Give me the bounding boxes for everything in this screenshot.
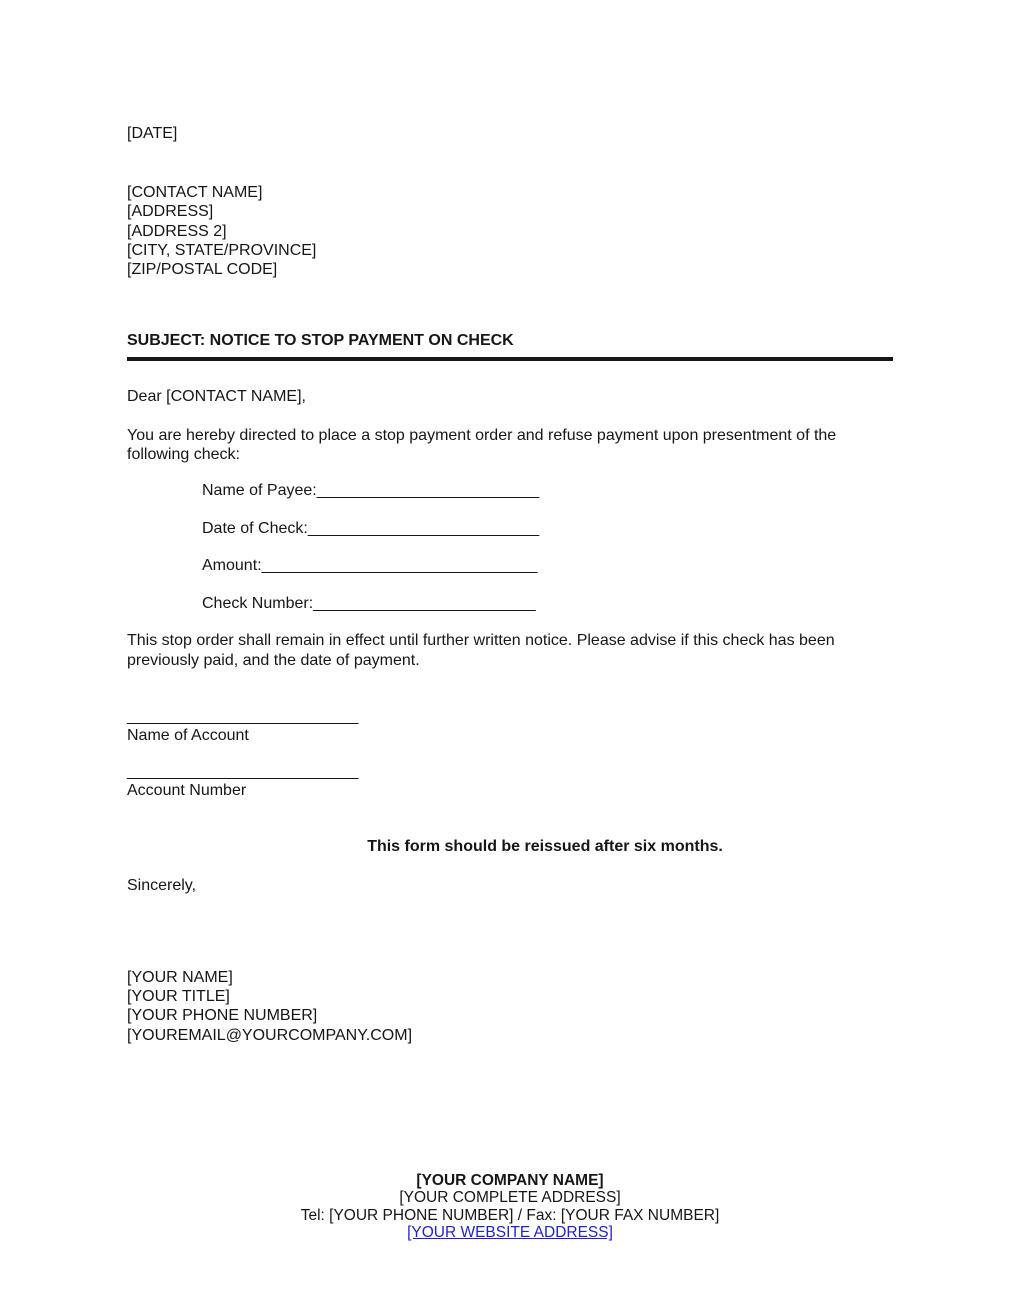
sender-block [127, 968, 893, 1045]
field-check-number-label: Check Number: [202, 595, 314, 613]
footer-website-link[interactable]: [YOUR WEBSITE ADDRESS] [407, 1224, 613, 1242]
field-name-of-payee [127, 481, 893, 500]
field-amount-blank: _______________________________ [261, 557, 538, 575]
field-check-number [127, 594, 893, 613]
signature-field-name-of-account [127, 707, 893, 745]
sender-title: [YOUR TITLE] [127, 988, 230, 1006]
footer-company-address: [YOUR COMPLETE ADDRESS] [399, 1189, 621, 1207]
subject-line: SUBJECT: NOTICE TO STOP PAYMENT ON CHECK [127, 331, 893, 361]
reissue-note: This form should be reissued after six months. [367, 837, 723, 855]
field-date-of-check [127, 519, 893, 538]
recipient-contact-name: [CONTACT NAME] [127, 184, 263, 202]
account-number-label: Account Number [127, 782, 247, 800]
field-date-of-check-blank: __________________________ [307, 519, 540, 537]
effect-paragraph: This stop order shall remain in effect until further written notice. Please advise if this check has been previously paid, and the date of payment. [127, 632, 835, 669]
field-amount [127, 556, 893, 575]
footer-tel-fax: Tel: [YOUR PHONE NUMBER] / Fax: [YOUR FAX NUMBER] [300, 1206, 720, 1224]
recipient-zip: [ZIP/POSTAL CODE] [127, 261, 278, 279]
sender-email: [YOUREMAIL@YOURCOMPANY.COM] [127, 1026, 413, 1044]
footer-company-name: [YOUR COMPANY NAME] [416, 1172, 604, 1189]
field-date-of-check-label: Date of Check: [202, 519, 308, 537]
company-footer [0, 1172, 1020, 1242]
greeting: Dear [CONTACT NAME], [127, 388, 306, 406]
signature-field-account-number [127, 762, 893, 800]
recipient-address-2: [ADDRESS 2] [127, 222, 227, 240]
recipient-address [127, 183, 893, 279]
field-amount-label: Amount: [202, 557, 262, 575]
account-number-blank: __________________________ [127, 763, 359, 781]
field-name-of-payee-blank: _________________________ [316, 482, 540, 500]
sender-phone: [YOUR PHONE NUMBER] [127, 1007, 318, 1025]
closing: Sincerely, [127, 876, 197, 894]
name-of-account-blank: __________________________ [127, 707, 359, 725]
recipient-city-state: [CITY, STATE/PROVINCE] [127, 241, 317, 259]
recipient-address-1: [ADDRESS] [127, 203, 214, 221]
name-of-account-label: Name of Account [127, 726, 249, 744]
field-name-of-payee-label: Name of Payee: [202, 482, 317, 500]
sender-name: [YOUR NAME] [127, 968, 233, 986]
field-check-number-blank: _________________________ [313, 595, 536, 613]
date: [DATE] [127, 125, 178, 142]
intro-paragraph: You are hereby directed to place a stop payment order and refuse payment upon presentment of the following check: [127, 426, 837, 463]
